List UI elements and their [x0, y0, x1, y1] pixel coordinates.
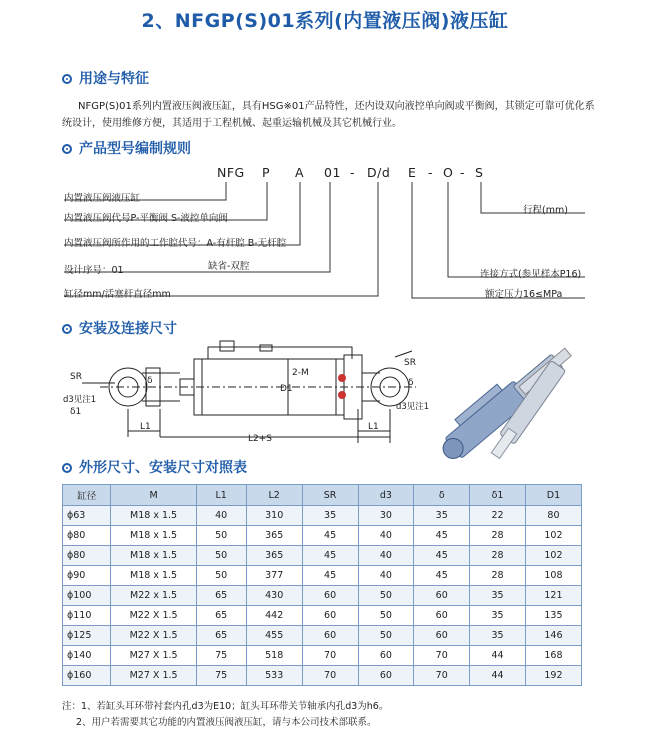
table-cell: ϕ160	[63, 666, 111, 686]
table-cell: 70	[302, 646, 358, 666]
table-cell: ϕ80	[63, 526, 111, 546]
table-cell: 518	[246, 646, 302, 666]
table-cell: 60	[358, 666, 414, 686]
table-row	[63, 606, 582, 626]
rule-label-design-no: 设计序号：01	[64, 265, 124, 276]
table-cell: 45	[414, 526, 470, 546]
table-cell: 45	[414, 546, 470, 566]
table-cell: 192	[525, 666, 581, 686]
table-cell: 40	[358, 526, 414, 546]
section-install-heading: 安装及连接尺寸	[62, 318, 177, 338]
table-row	[63, 646, 582, 666]
drawing-l2s: L2+S	[248, 434, 272, 444]
table-cell: M18 x 1.5	[111, 526, 196, 546]
table-cell: M18 x 1.5	[111, 546, 196, 566]
table-cell: ϕ110	[63, 606, 111, 626]
code-part-nfg: NFG	[217, 165, 245, 180]
table-cell: 365	[246, 546, 302, 566]
dimension-table	[62, 484, 582, 686]
table-cell: 75	[196, 646, 246, 666]
table-cell: 65	[196, 606, 246, 626]
table-cell: 102	[525, 526, 581, 546]
code-part-p: P	[262, 165, 271, 180]
table-cell: 44	[470, 666, 526, 686]
table-cell: 35	[470, 626, 526, 646]
table-cell: 135	[525, 606, 581, 626]
page-title: 2、NFGP(S)01系列(内置液压阀)液压缸	[141, 10, 509, 32]
table-cell: 60	[414, 606, 470, 626]
table-cell: 377	[246, 566, 302, 586]
table-cell: 50	[358, 586, 414, 606]
table-cell: ϕ80	[63, 546, 111, 566]
usage-paragraph: NFGP(S)01系列内置液压阀液压缸，具有HSG※01产品特性，还内设双向液控单向阀或平衡阀，其锁定可靠可优化系统设计，使用维修方便，其适用于工程机械、起重运输机械及其它机械行业。	[62, 101, 595, 129]
table-cell: 60	[302, 606, 358, 626]
valve-port-2	[338, 391, 346, 399]
table-cell: 70	[414, 666, 470, 686]
code-sep-3: -	[460, 165, 466, 180]
drawing-delta-right: δ	[408, 378, 414, 388]
bullet-circle-icon	[62, 463, 72, 473]
table-cell: 80	[525, 506, 581, 526]
table-row	[63, 626, 582, 646]
table-cell: M27 X 1.5	[111, 646, 196, 666]
table-row	[63, 526, 582, 546]
table-cell: 168	[525, 646, 581, 666]
col-delta: δ	[414, 485, 470, 506]
table-cell: 50	[196, 546, 246, 566]
code-part-o: O	[443, 165, 454, 180]
drawing-l1-right: L1	[368, 422, 379, 432]
cylinder-drawing	[60, 335, 420, 450]
table-cell: 310	[246, 506, 302, 526]
table-cell: 65	[196, 626, 246, 646]
code-part-a: A	[295, 165, 305, 180]
table-cell: 70	[414, 646, 470, 666]
rule-label-cylinder: 内置液压阀液压缸	[64, 193, 141, 204]
table-cell: 365	[246, 526, 302, 546]
table-cell: 60	[414, 586, 470, 606]
table-cell: 146	[525, 626, 581, 646]
table-cell: 533	[246, 666, 302, 686]
table-cell: 102	[525, 546, 581, 566]
cylinder-product-image	[428, 330, 588, 480]
section-table-heading: 外形尺寸、安装尺寸对照表	[62, 457, 247, 477]
table-cell: 35	[414, 506, 470, 526]
drawing-l1-left: L1	[140, 422, 151, 432]
drawing-delta-left: δ	[147, 376, 153, 386]
code-sep-1: -	[350, 165, 356, 180]
table-cell: 60	[302, 586, 358, 606]
code-part-dd: D/d	[367, 165, 391, 180]
col-sr: SR	[302, 485, 358, 506]
table-cell: 442	[246, 606, 302, 626]
table-cell: 65	[196, 586, 246, 606]
table-cell: 430	[246, 586, 302, 606]
table-cell: 35	[470, 606, 526, 626]
col-l1: L1	[196, 485, 246, 506]
table-cell: 22	[470, 506, 526, 526]
col-d1: D1	[525, 485, 581, 506]
table-cell: 30	[358, 506, 414, 526]
table-cell: 60	[414, 626, 470, 646]
table-cell: M22 X 1.5	[111, 606, 196, 626]
col-delta1: δ1	[470, 485, 526, 506]
table-cell: 108	[525, 566, 581, 586]
rule-label-pressure: 额定压力16≤MPa	[485, 289, 563, 300]
drawing-sr-left: SR	[70, 372, 82, 382]
col-m: M	[111, 485, 196, 506]
table-cell: ϕ63	[63, 506, 111, 526]
code-part-e: E	[408, 165, 417, 180]
table-header-row	[63, 485, 582, 506]
table-cell: 45	[302, 546, 358, 566]
table-cell: 50	[196, 526, 246, 546]
table-cell: 45	[302, 526, 358, 546]
table-row	[63, 586, 582, 606]
table-cell: 455	[246, 626, 302, 646]
rule-label-valve-code: 内置液压阀代号P-平衡阀 S-液控单向阀	[64, 213, 228, 224]
bullet-circle-icon	[62, 324, 72, 334]
table-cell: ϕ90	[63, 566, 111, 586]
table-cell: 75	[196, 666, 246, 686]
note-2: 2、用户若需要其它功能的内置液压阀液压缸，请与本公司技术部联系。	[76, 717, 377, 728]
table-cell: M27 X 1.5	[111, 666, 196, 686]
table-row	[63, 546, 582, 566]
valve-port-1	[338, 374, 346, 382]
col-bore: 缸径	[63, 485, 111, 506]
table-row	[63, 506, 582, 526]
table-cell: 121	[525, 586, 581, 606]
code-sep-2: -	[428, 165, 434, 180]
code-part-s: S	[475, 165, 484, 180]
table-cell: 40	[358, 566, 414, 586]
table-cell: 70	[302, 666, 358, 686]
table-cell: M22 X 1.5	[111, 626, 196, 646]
table-cell: ϕ125	[63, 626, 111, 646]
drawing-delta1: δ1	[70, 407, 82, 417]
table-row	[63, 666, 582, 686]
code-part-01: 01	[324, 165, 341, 180]
rule-label-chamber-code: 内置液压阀所作用的工作腔代号：A-有杆腔 B-无杆腔	[64, 238, 287, 249]
rule-label-stroke: 行程(mm)	[523, 205, 568, 216]
table-cell: 50	[196, 566, 246, 586]
table-cell: 28	[470, 546, 526, 566]
col-l2: L2	[246, 485, 302, 506]
table-cell: 28	[470, 526, 526, 546]
drawing-d1-label: D1	[280, 384, 293, 394]
table-cell: M18 x 1.5	[111, 506, 196, 526]
table-cell: ϕ140	[63, 646, 111, 666]
note-1: 注：1、若缸头耳环带衬套内孔d3为E10；缸头耳环带关节轴承内孔d3为h6。	[62, 701, 389, 712]
drawing-d3-note-right: d3见注1	[396, 402, 430, 412]
col-d3: d3	[358, 485, 414, 506]
table-cell: 35	[302, 506, 358, 526]
table-cell: 60	[302, 626, 358, 646]
table-row	[63, 566, 582, 586]
table-cell: ϕ100	[63, 586, 111, 606]
rule-label-connection: 连接方式(参见样本P16)	[480, 269, 582, 280]
table-cell: 40	[196, 506, 246, 526]
table-cell: 28	[470, 566, 526, 586]
table-cell: 60	[358, 646, 414, 666]
table-cell: 45	[414, 566, 470, 586]
section-model-rules-heading: 产品型号编制规则	[62, 138, 191, 158]
section-usage-heading: 用途与特征	[62, 68, 149, 88]
drawing-2m-label: 2-M	[292, 368, 309, 378]
table-cell: 44	[470, 646, 526, 666]
table-cell: 50	[358, 626, 414, 646]
table-cell: M22 x 1.5	[111, 586, 196, 606]
table-cell: 40	[358, 546, 414, 566]
table-cell: 45	[302, 566, 358, 586]
drawing-d3-note-left: d3见注1	[63, 395, 97, 405]
table-cell: 50	[358, 606, 414, 626]
table-cell: M18 x 1.5	[111, 566, 196, 586]
table-cell: 35	[470, 586, 526, 606]
drawing-sr-right: SR	[404, 358, 416, 368]
rule-label-default: 缺省-双腔	[208, 261, 250, 272]
rule-label-bore: 缸径mm/活塞杆直径mm	[64, 289, 171, 300]
